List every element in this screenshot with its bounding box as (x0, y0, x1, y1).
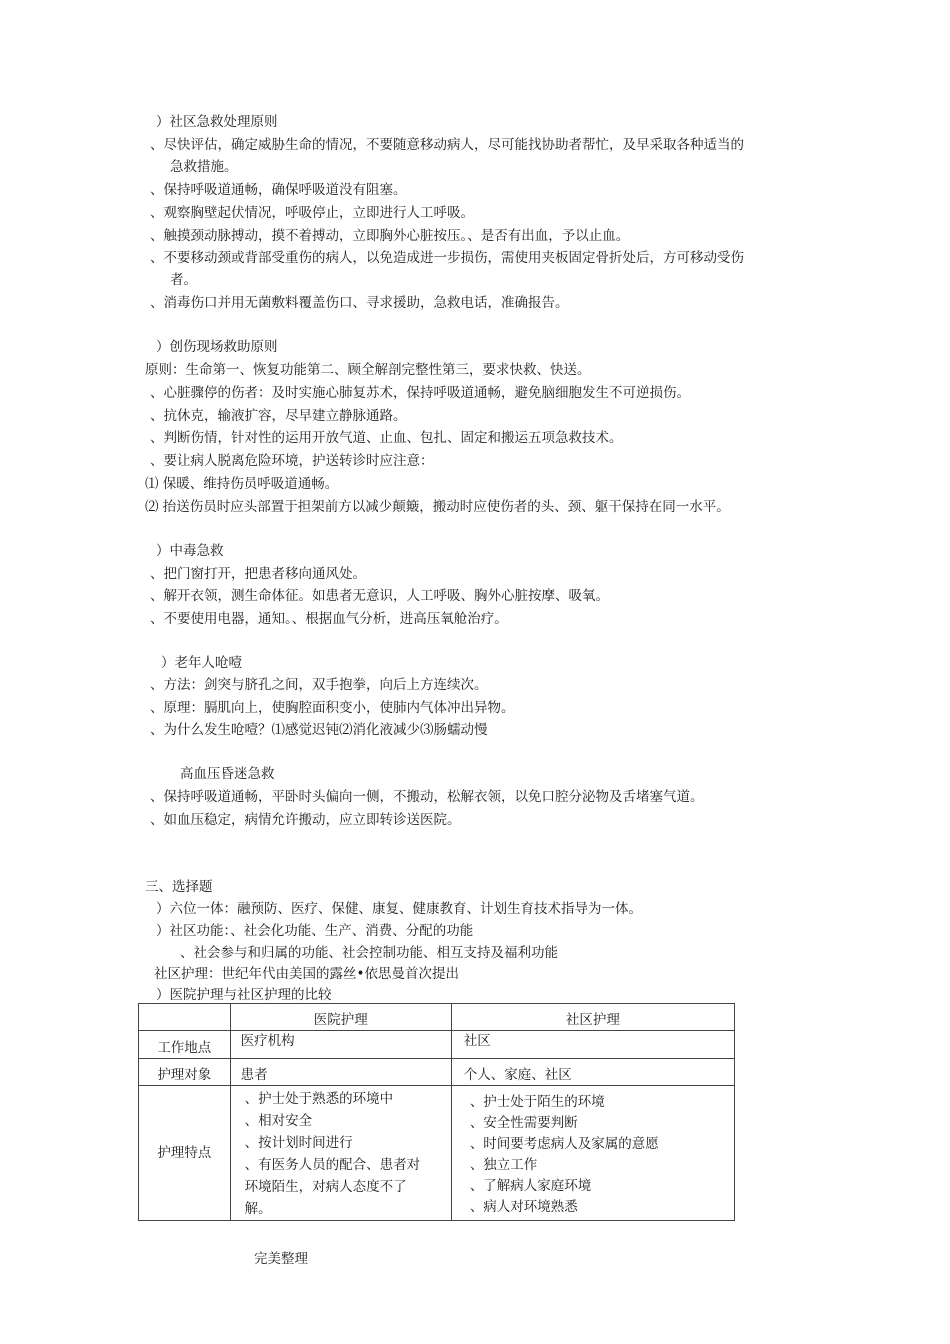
table-row-label: 护理特点 (139, 1086, 231, 1221)
section3-line: 、解开衣领，测生命体征。如患者无意识，人工呼吸、胸外心脏按摩、吸氧。 (150, 588, 609, 604)
section6-line: ）六位一体：融预防、医疗、保健、康复、健康教育、计划生育技术指导为一体。 (156, 901, 642, 917)
list-item: 、有医务人员的配合、患者对环境陌生，对病人态度不了解。 (244, 1157, 421, 1217)
section6-line: ）社区功能：、社会化功能、生产、消费、分配的功能 (156, 923, 474, 939)
section5-title: 高血压昏迷急救 (180, 766, 275, 782)
comparison-table (138, 1003, 735, 1221)
section1-line: 、观察胸壁起伏情况，呼吸停止，立即进行人工呼吸。 (150, 205, 474, 221)
list-item: 、独立工作 (469, 1157, 538, 1173)
table-row-label: 护理对象 (139, 1059, 231, 1086)
section6-line: ）医院护理与社区护理的比较 (156, 987, 332, 1003)
section3-line: 、不要使用电器，通知。、根据血气分析，进高压氧舱治疗。 (150, 611, 508, 627)
table-cell: 社区 (451, 1031, 734, 1059)
community-features-cell (451, 1086, 734, 1221)
list-item: 、护士处于熟悉的环境中 (244, 1091, 394, 1107)
section3-line: 、把门窗打开，把患者移向通风处。 (150, 566, 366, 582)
table-row (139, 1059, 735, 1086)
section6-line: 、社会参与和归属的功能、社会控制功能、相互支持及福利功能 (180, 945, 558, 961)
section1-line: 者。 (170, 272, 197, 288)
list-item: 、病人对环境熟悉 (469, 1199, 578, 1215)
section1-line: 、触摸颈动脉搏动，摸不着搏动，立即胸外心脏按压。、是否有出血，予以止血。 (150, 228, 630, 244)
list-item: 、按计划时间进行 (244, 1135, 353, 1151)
section2-line: 、判断伤情，针对性的运用开放气道、止血、包扎、固定和搬运五项急救技术。 (150, 430, 623, 446)
section4-line: 、原理：膈肌向上，使胸腔面积变小，使肺内气体冲出异物。 (150, 700, 515, 716)
section1-line: 、尽快评估，确定威胁生命的情况，不要随意移动病人，尽可能找协助者帮忙，及早采取各种适当的 (150, 137, 744, 153)
list-item: 、时间要考虑病人及家属的意愿 (469, 1136, 659, 1152)
section2-title: ）创伤现场救助原则 (156, 339, 278, 355)
section6-line: 社区护理：世纪年代由美国的露丝•依思曼首次提出 (154, 966, 459, 982)
list-item: 、安全性需要判断 (469, 1115, 578, 1131)
section1-line: 、消毒伤口并用无菌敷料覆盖伤口、寻求援助，急救电话，准确报告。 (150, 295, 569, 311)
section6-title: 三、选择题 (145, 879, 213, 895)
section1-line: 急救措施。 (170, 159, 238, 175)
hospital-features-cell (230, 1086, 451, 1221)
section4-line: 、为什么发生呛噎？⑴感觉迟钝⑵消化液减少⑶肠蠕动慢 (150, 722, 488, 738)
table-header-cell: 社区护理 (451, 1004, 734, 1031)
section1-title: ）社区急救处理原则 (156, 114, 278, 130)
table-header-cell: 医院护理 (230, 1004, 451, 1031)
section1-line: 、保持呼吸道通畅，确保呼吸道没有阻塞。 (150, 182, 407, 198)
section4-line: 、方法：剑突与脐孔之间，双手抱拳，向后上方连续次。 (150, 677, 488, 693)
section2-line: 、心脏骤停的伤者：及时实施心肺复苏术，保持呼吸道通畅，避免脑细胞发生不可逆损伤。 (150, 385, 690, 401)
list-item: 、相对安全 (244, 1113, 313, 1129)
table-header-row (139, 1004, 735, 1031)
table-cell: 医疗机构 (230, 1031, 451, 1059)
table-cell: 患者 (230, 1059, 451, 1086)
list-item: 、了解病人家庭环境 (469, 1178, 592, 1194)
page-footer: 完美整理 (254, 1251, 308, 1267)
section2-line: ⑵ 抬送伤员时应头部置于担架前方以减少颠簸，搬动时应使伤者的头、颈、躯干保持在同一水平。 (145, 499, 730, 515)
section2-line: 原则：生命第一、恢复功能第二、顾全解剖完整性第三，要求快救、快送。 (145, 362, 591, 378)
section3-title: ）中毒急救 (156, 543, 224, 559)
list-item: 、护士处于陌生的环境 (469, 1094, 605, 1110)
table-row (139, 1031, 735, 1059)
section4-title: ）老年人呛噎 (161, 655, 242, 671)
table-row-label: 工作地点 (139, 1031, 231, 1059)
section5-line: 、保持呼吸道通畅，平卧时头偏向一侧，不搬动，松解衣领，以免口腔分泌物及舌堵塞气道。 (150, 789, 704, 805)
table-header-cell (139, 1004, 231, 1031)
table-cell: 个人、家庭、社区 (451, 1059, 734, 1086)
section1-line: 、不要移动颈或背部受重伤的病人，以免造成进一步损伤，需使用夹板固定骨折处后，方可移动受伤 (150, 250, 744, 266)
table-row (139, 1086, 735, 1221)
section2-line: 、要让病人脱离危险环境，护送转诊时应注意： (150, 453, 434, 469)
section2-line: ⑴ 保暖、维持伤员呼吸道通畅。 (145, 476, 339, 492)
section5-line: 、如血压稳定，病情允许搬动，应立即转诊送医院。 (150, 812, 461, 828)
section2-line: 、抗休克，输液扩容，尽早建立静脉通路。 (150, 408, 407, 424)
